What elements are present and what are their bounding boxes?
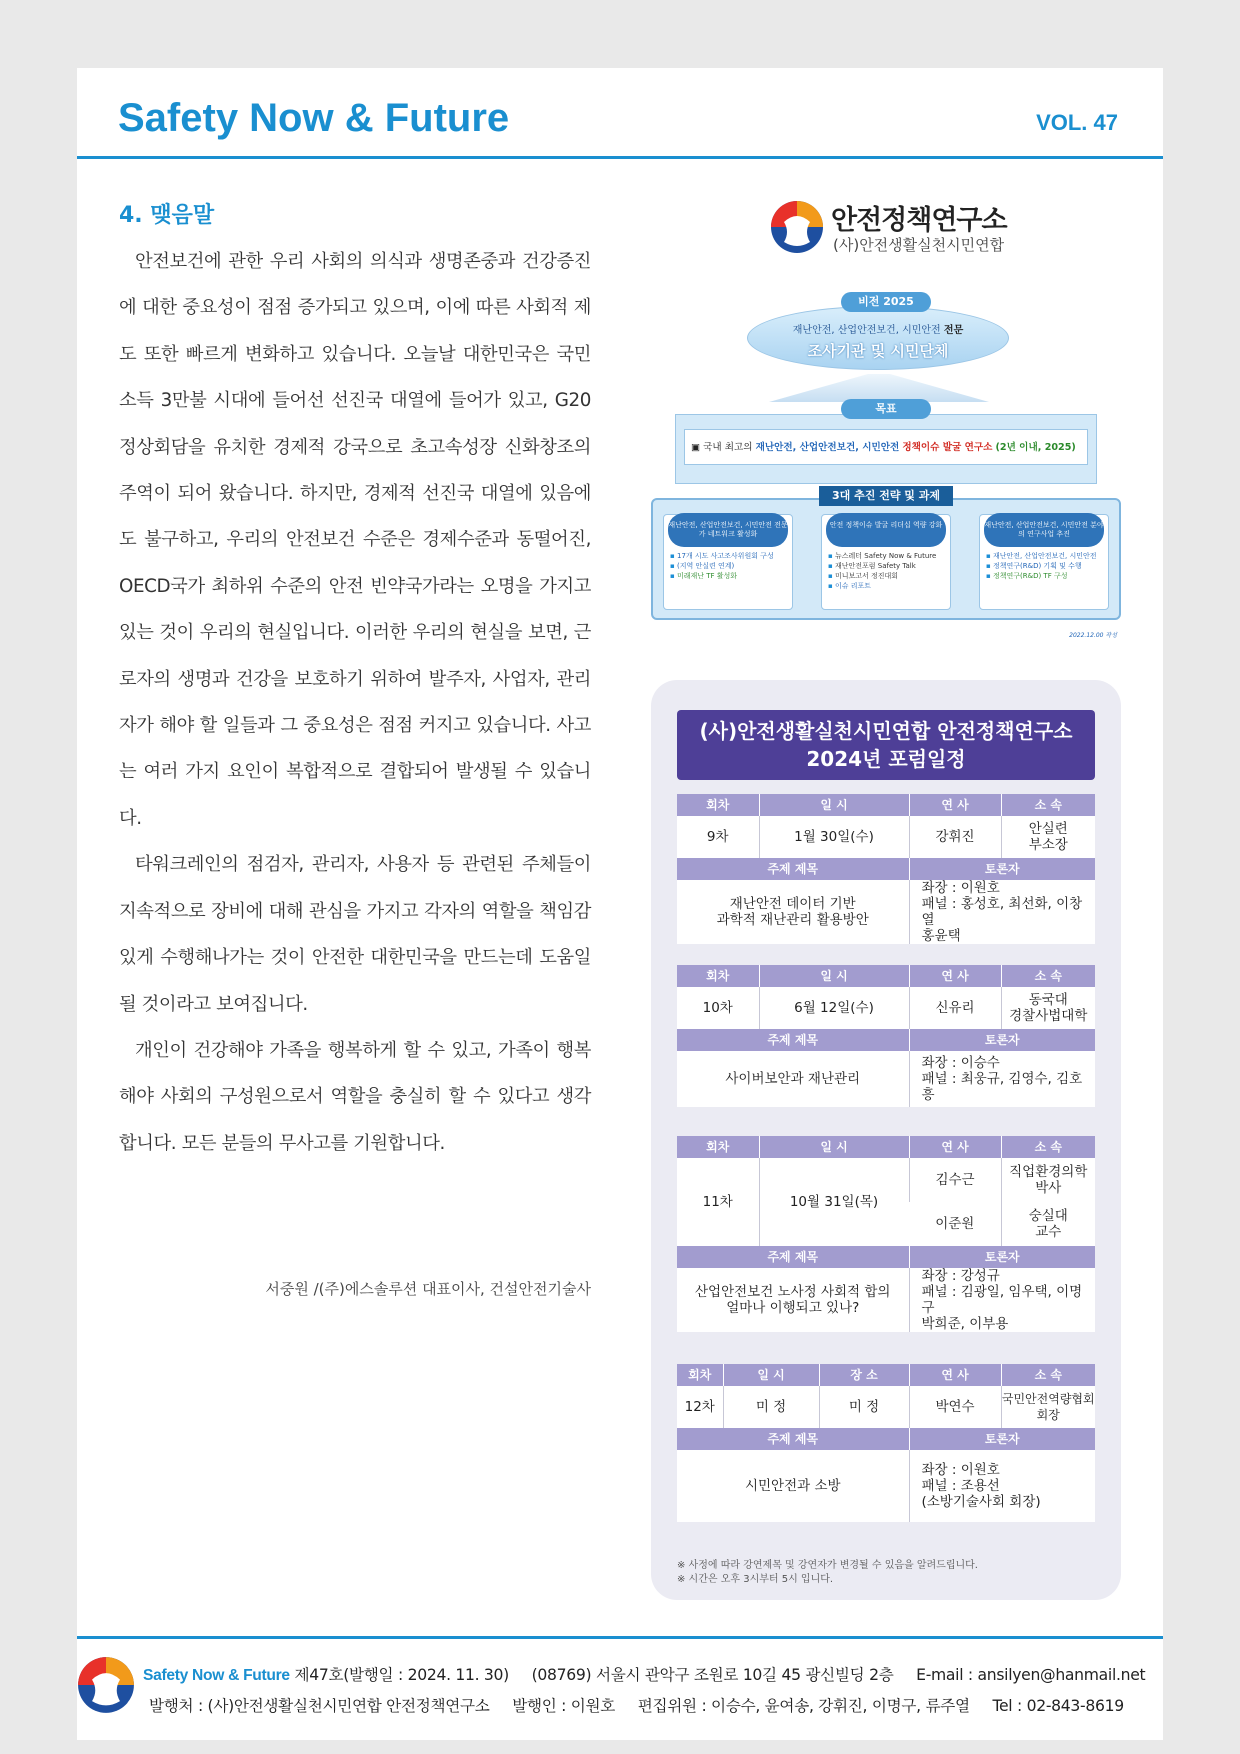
table-cell: 산업안전보건 노사정 사회적 합의 얼마나 이행되고 있나?: [677, 1268, 909, 1332]
forum-schedule: [651, 680, 1121, 1600]
table-cell: 좌장 : 이원호 패널 : 홍성호, 최선화, 이창열 홍윤택: [909, 880, 1095, 944]
strategy-heading: 안전 정책이슈 발굴 리더십 역량 강화: [826, 513, 946, 547]
table-row: [677, 1364, 1095, 1386]
table-cell: 연 사: [909, 965, 1001, 987]
table-row: [677, 1246, 1095, 1268]
vision-line-2: 조사기관 및 시민단체: [807, 342, 949, 360]
table-cell: 이준원: [909, 1202, 1001, 1246]
strategy-column: [663, 514, 793, 610]
institute-name: 안전정책연구소: [831, 205, 1007, 236]
table-cell: 소 속: [1001, 1364, 1095, 1386]
org-vision-chart: [651, 196, 1121, 721]
goal-label: 목표: [841, 399, 931, 419]
paragraph-1: 안전보건에 관한 우리 사회의 의식과 생명존중과 건강증진에 대한 중요성이 점점 증가되고 있으며, 이에 따른 사회적 제도 또한 빠르게 변화하고 있습니다. 오늘날 대한민국은 국민소득 3만불 시대에 들어선 선진국 대열에 들어가 있고, G20 정상회담을 유치한 경제적 강국으로 초고속성장 신화창조의 주역이 되어 왔습니다. 하지만, 경제적 선진국 대열에 있음에도 불구하고, 우리의 안전보건 수준은 경제수준과 동떨어진, OECD국가 최하위 수준의 안전 빈약국가라는 오명을 가지고 있는 것이 우리의 현실입니다. 이러한 우리의 현실을 보면, 근로자의 생명과 건강을 보호하기 위하여 발주자, 사업자, 관리자가 해야 할 일들과 그 중요성은 점점 커지고 있습니다. 사고는 여러 가지 요인이 복합적으로 결합되어 발생될 수 있습니다.: [119, 251, 591, 829]
header-divider: [77, 156, 1163, 159]
table-cell: 국민안전역량협회 회장: [1001, 1386, 1095, 1428]
table-cell: 일 시: [759, 1136, 909, 1158]
table-cell: 연 사: [909, 794, 1001, 816]
table-row: [677, 794, 1095, 816]
table-cell: 연 사: [909, 1364, 1001, 1386]
table-row: [677, 880, 1095, 944]
table-cell: 회차: [677, 1364, 723, 1386]
section-title: 4. 맺음말: [119, 203, 215, 228]
table-row: [677, 1136, 1095, 1158]
table-cell: 동국대 경찰사법대학: [1001, 987, 1095, 1029]
table-row: [677, 1450, 1095, 1522]
volume-label: VOL. 47: [1036, 110, 1118, 135]
institute-logo-icon: [770, 200, 824, 254]
newsletter-title: Safety Now & Future: [118, 96, 510, 140]
table-cell: 토론자: [909, 1428, 1095, 1450]
strategy-column: [821, 514, 951, 610]
strategy-heading: 재난안전, 산업안전보건, 시민안전 전문가 네트워크 활성화: [668, 513, 788, 547]
strategy-heading: 재난안전, 산업안전보건, 시민안전 분야의 연구사업 추진: [984, 513, 1104, 547]
table-cell: 김수근: [909, 1158, 1001, 1202]
vision-line-1: 재난안전, 산업안전보건, 시민안전: [792, 325, 941, 336]
table-cell: 토론자: [909, 1029, 1095, 1051]
footer-line-2: 발행처 : (사)안전생활실천시민연합 안전정책연구소 발행인 : 이원호 편집위원 : 이승수, 윤여송, 강휘진, 이명구, 류주열 Tel : 02-843-8619: [149, 1697, 1124, 1715]
footer-line-1: Safety Now & Future 제47호(발행일 : 2024. 11. 30) (08769) 서울시 관악구 조원로 10길 45 광신빌딩 2층 E-mail : ansilyen@hanmail.net: [143, 1666, 1146, 1684]
table-row: [677, 816, 1095, 858]
goal-box: [675, 414, 1097, 484]
table-row: [677, 1386, 1095, 1428]
table-cell: 주제 제목: [677, 1246, 909, 1268]
strategy-item: ▪ 이슈 리포트: [828, 581, 944, 591]
table-row: [677, 858, 1095, 880]
table-cell: 신유리: [909, 987, 1001, 1029]
table-cell: 소 속: [1001, 794, 1095, 816]
table-cell: 좌장 : 이승수 패널 : 최웅규, 김영수, 김호흥: [909, 1051, 1095, 1107]
table-cell: 소 속: [1001, 1136, 1095, 1158]
table-cell: 미 정: [819, 1386, 909, 1428]
table-cell: 11차: [677, 1158, 759, 1246]
strategy-box: [651, 498, 1121, 620]
table-cell: 1월 30일(수): [759, 816, 909, 858]
table-row: [677, 1158, 1095, 1202]
vision-oval: [747, 306, 1009, 370]
table-cell: 6월 12일(수): [759, 987, 909, 1029]
vision-line-1-bold: 전문: [943, 325, 964, 336]
table-cell: 일 시: [759, 965, 909, 987]
author-credit: 서중원 /(주)에스솔루션 대표이사, 건설안전기술사: [265, 1280, 591, 1298]
table-cell: 토론자: [909, 1246, 1095, 1268]
table-cell: 직업환경의학 박사: [1001, 1158, 1095, 1202]
table-cell: 소 속: [1001, 965, 1095, 987]
table-cell: 연 사: [909, 1136, 1001, 1158]
strategy-item: ▪ 미니보고서 정진대회: [828, 571, 944, 581]
table-cell: 주제 제목: [677, 858, 909, 880]
table-cell: 주제 제목: [677, 1428, 909, 1450]
table-cell: 장 소: [819, 1364, 909, 1386]
table-cell: 회차: [677, 965, 759, 987]
paragraph-2: 타워크레인의 점검자, 관리자, 사용자 등 관련된 주체들이 지속적으로 장비에 대해 관심을 가지고 각자의 역할을 책임감 있게 수행해나가는 것이 안전한 대한민국을 만드는데 도움일 될 것이라고 보여집니다.: [119, 854, 591, 1015]
goal-text: ▣ 국내 최고의 재난안전, 산업안전보건, 시민안전 정책이슈 발굴 연구소 (2년 이내, 2025): [684, 429, 1088, 465]
page: [77, 68, 1163, 1740]
strategy-item: ▪ (지역 안실련 연계): [670, 561, 786, 571]
forum-session-table: [677, 1364, 1095, 1522]
table-cell: 주제 제목: [677, 1029, 909, 1051]
table-cell: 사이버보안과 재난관리: [677, 1051, 909, 1107]
table-cell: 강휘진: [909, 816, 1001, 858]
strategy-item: ▪ 미래재난 TF 활성화: [670, 571, 786, 581]
institute-parent: (사)안전생활실천시민연합: [833, 236, 1005, 254]
table-cell: 좌장 : 강성규 패널 : 김광일, 임우택, 이명구 박희준, 이부용: [909, 1268, 1095, 1332]
strategy-item: ▪ 재난안전, 산업안전보건, 시민안전: [986, 551, 1102, 561]
table-cell: 일 시: [723, 1364, 819, 1386]
chart-date: 2022.12.00 작성: [1069, 632, 1117, 639]
table-cell: 재난안전 데이터 기반 과학적 재난관리 활용방안: [677, 880, 909, 944]
table-cell: 회차: [677, 1136, 759, 1158]
table-cell: 토론자: [909, 858, 1095, 880]
strategy-list: [664, 547, 792, 585]
table-cell: 시민안전과 소방: [677, 1450, 909, 1522]
table-cell: 안실련 부소장: [1001, 816, 1095, 858]
table-row: [677, 987, 1095, 1029]
table-cell: 9차: [677, 816, 759, 858]
table-row: [677, 1029, 1095, 1051]
table-cell: 일 시: [759, 794, 909, 816]
strategy-item: ▪ 17개 시도 사고조사위원회 구성: [670, 551, 786, 561]
table-cell: 회차: [677, 794, 759, 816]
table-row: [677, 1428, 1095, 1450]
table-row: [677, 965, 1095, 987]
footer-divider: [77, 1636, 1163, 1639]
vision-label: 비전 2025: [841, 292, 931, 312]
strategy-item: ▪ 뉴스레터 Safety Now & Future: [828, 551, 944, 561]
forum-session-table: [677, 794, 1095, 944]
table-cell: 10차: [677, 987, 759, 1029]
footer-logo-icon: [77, 1656, 135, 1714]
forum-session-table: [677, 1136, 1095, 1332]
table-row: [677, 1268, 1095, 1332]
strategy-list: [822, 547, 950, 595]
forum-title: (사)안전생활실천시민연합 안전정책연구소 2024년 포럼일정: [677, 710, 1095, 780]
table-cell: 미 정: [723, 1386, 819, 1428]
table-cell: 10월 31일(목): [759, 1158, 909, 1246]
strategy-label: 3대 추진 전략 및 과제: [819, 486, 953, 506]
table-row: [677, 1051, 1095, 1107]
strategy-item: ▪ 정책연구(R&D) TF 구성: [986, 571, 1102, 581]
article-body: [119, 198, 591, 1167]
forum-session-table: [677, 965, 1095, 1107]
table-cell: 숭실대 교수: [1001, 1202, 1095, 1246]
table-cell: 좌장 : 이원호 패널 : 조용선 (소방기술사회 회장): [909, 1450, 1095, 1522]
strategy-item: ▪ 재난안전포럼 Safety Talk: [828, 561, 944, 571]
strategy-column: [979, 514, 1109, 610]
vision-connector: [769, 374, 989, 402]
paragraph-3: 개인이 건강해야 가족을 행복하게 할 수 있고, 가족이 행복해야 사회의 구성원으로서 역할을 충실히 할 수 있다고 생각합니다. 모든 분들의 무사고를 기원합니다.: [119, 1039, 591, 1154]
forum-notes: ※ 사정에 따라 강연제목 및 강연자가 변경될 수 있음을 알려드립니다. ※ 시간은 오후 3시부터 5시 입니다.: [677, 1560, 978, 1585]
table-cell: 박연수: [909, 1386, 1001, 1428]
strategy-item: ▪ 정책연구(R&D) 기획 및 수행: [986, 561, 1102, 571]
strategy-list: [980, 547, 1108, 585]
table-cell: 12차: [677, 1386, 723, 1428]
